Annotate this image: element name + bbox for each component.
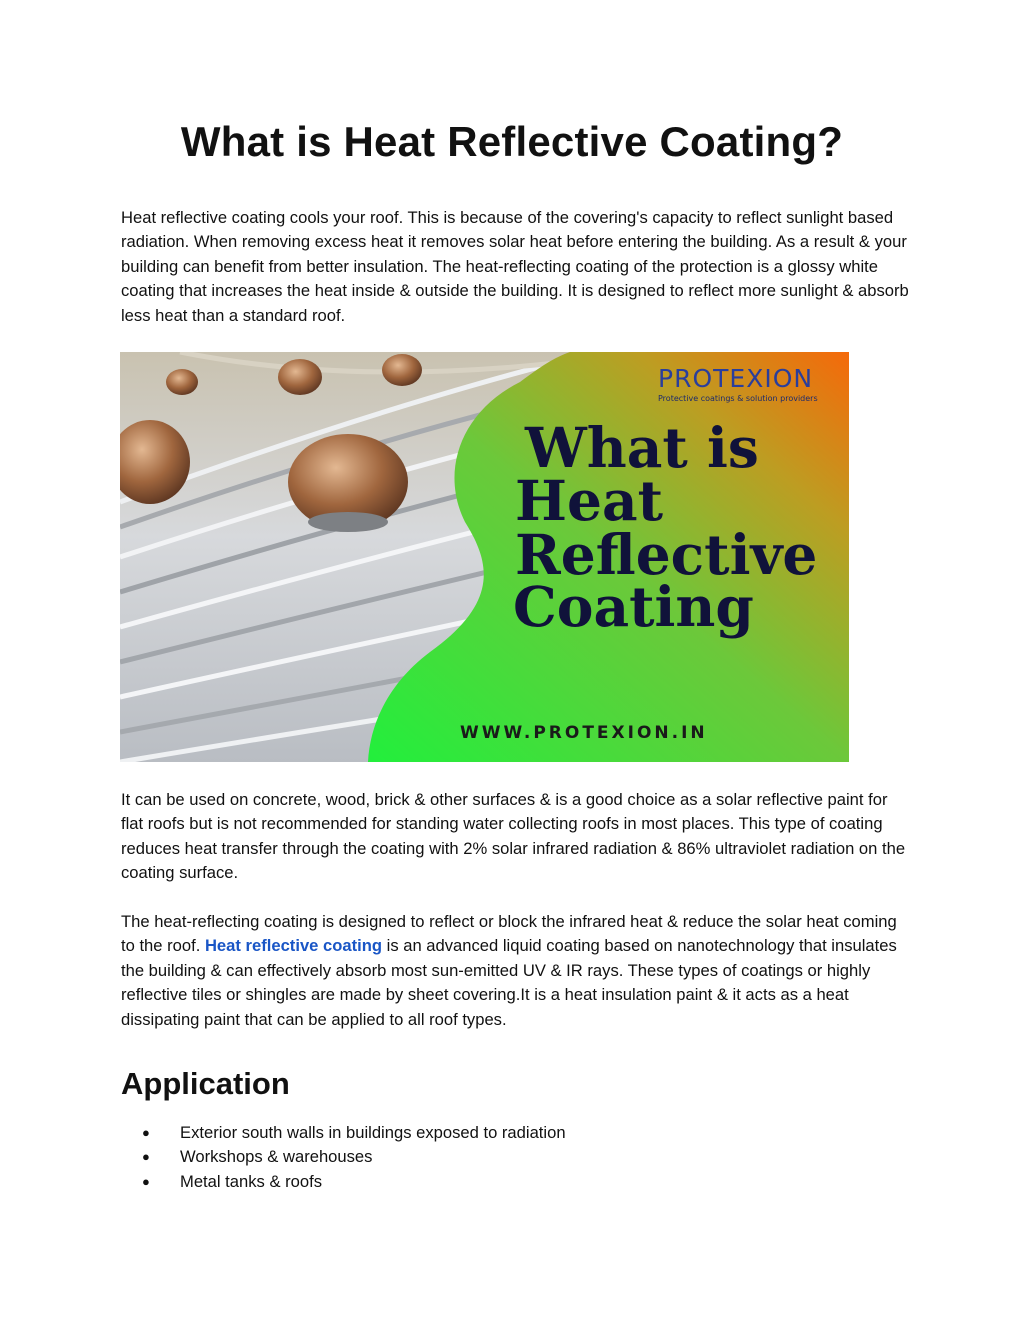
application-list — [142, 1121, 566, 1194]
banner-headline-line-2: Heat — [515, 468, 664, 533]
list-item — [142, 1145, 566, 1169]
intro-paragraph: Heat reflective coating cools your roof. This is because of the covering's capacity to reflect sunlight based radiation. When removing excess heat it removes solar heat before entering the building. As a result & your building can benefit from better insulation. The heat-reflecting coating of the protection is a glossy white coating that increases the heat inside & outside the building. It is designed to reflect more sunlight & absorb less heat than a standard roof. — [121, 208, 909, 325]
bullet-icon: ● — [142, 1173, 150, 1189]
brand-name: PROTEXION — [658, 364, 814, 393]
bullet-icon: ● — [142, 1125, 150, 1140]
turbine-vent-3 — [278, 359, 322, 395]
page-title: What is Heat Reflective Coating? — [180, 118, 844, 165]
protexion-logo — [658, 364, 818, 403]
turbine-vent-4 — [382, 354, 422, 386]
list-item-text: Metal tanks & roofs — [180, 1171, 323, 1191]
nanotech-text-before: The heat-reflecting coating is designed to reflect or block the infrared heat & reduce the solar heat coming to the roof. — [121, 912, 897, 956]
nanotech-paragraph — [121, 910, 911, 1032]
bullet-icon: ● — [142, 1149, 150, 1165]
nanotech-text-after: is an advanced liquid coating based on nanotechnology that insulates the building & can effectively absorb most sun-emitted UV & IR rays. These types of coatings or highly reflective tiles or shingles are made by sheet covering.It is a heat insulation paint & it acts as a heat dissipating paint that can be applied to all roof types. — [121, 936, 897, 1029]
heat-reflective-coating-link[interactable]: Heat reflective coating — [204, 936, 383, 956]
hero-banner-image — [120, 352, 849, 762]
banner-headline-line-1: What is — [525, 415, 759, 480]
brand-tagline: Protective coatings & solution providers — [658, 394, 818, 403]
list-item — [142, 1170, 566, 1194]
usage-paragraph: It can be used on concrete, wood, brick & other surfaces & is a good choice as a solar reflective paint for flat roofs but is not recommended for standing water collecting roofs in most places. This type of coating reduces heat transfer through the coating with 2% solar infrared radiation & 86% ultraviolet radiation on the coating surface. — [121, 790, 906, 883]
banner-headline-line-3: Reflective — [515, 522, 818, 587]
banner-headline-line-4: Coating — [513, 574, 754, 639]
list-item-text: Exterior south walls in buildings exposed to radiation — [180, 1123, 566, 1142]
application-heading: Application — [121, 1066, 290, 1101]
turbine-vent-5 — [166, 369, 198, 395]
list-item-text: Workshops & warehouses — [180, 1147, 373, 1167]
list-item — [142, 1121, 566, 1145]
banner-url: WWW.PROTEXION.IN — [460, 723, 708, 743]
